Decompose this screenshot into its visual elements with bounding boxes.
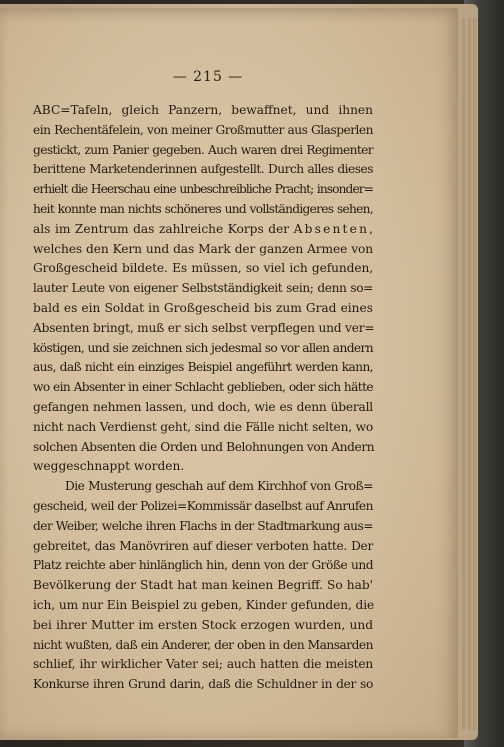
text-line: lauter Leute von eigener Selbstständigkeit sein; denn so= bbox=[33, 281, 373, 296]
page-edge-line bbox=[462, 18, 465, 730]
text-line: welches den Kern und das Mark der ganzen Armee von bbox=[33, 241, 373, 256]
text-segment: , bbox=[369, 221, 373, 236]
text-line: Absenten bringt, muß er sich selbst verpflegen und ver= bbox=[33, 320, 375, 335]
text-line: erhielt die Heerschau eine unbeschreibliche Pracht; insonder= bbox=[33, 182, 373, 197]
text-line: Konkurse ihren Grund darin, daß die Schuldner in der so bbox=[33, 677, 373, 692]
text-line: nicht wußten, daß ein Anderer, der oben in den Mansarden bbox=[33, 637, 373, 652]
text-line: solchen Absenten die Orden und Belohnungen von Andern bbox=[33, 439, 375, 454]
text-line: heit konnte man nichts schöneres und vollständigeres sehen, bbox=[33, 201, 373, 216]
text-line bbox=[33, 220, 373, 240]
text-line: berittene Marketenderinnen aufgestellt. Durch alles dieses bbox=[33, 162, 373, 177]
text-line: Die Musterung geschah auf dem Kirchhof von Groß= bbox=[65, 479, 373, 494]
text-line: Großgescheid bildete. Es müssen, so viel ich gefunden, bbox=[33, 261, 373, 276]
spaced-emphasis-word: Absenten bbox=[293, 221, 370, 236]
text-line: ein Rechentäfelein, von meiner Großmutter aus Glasperlen bbox=[33, 122, 373, 137]
text-line: Bevölkerung der Stadt hat man keinen Begriff. So hab' bbox=[33, 578, 373, 593]
page-number: — 215 — bbox=[172, 69, 244, 85]
text-line: gefangen nehmen lassen, und doch, wie es denn überall bbox=[33, 399, 373, 414]
text-line: bald es ein Soldat in Großgescheid bis zum Grad eines bbox=[33, 300, 373, 315]
text-segment: als im Zentrum das zahlreiche Korps der bbox=[33, 221, 294, 236]
text-line: gescheid, weil der Polizei=Kommissär daselbst auf Anrufen bbox=[33, 498, 373, 513]
text-line: ich, um nur Ein Beispiel zu geben, Kinder gefunden, die bbox=[33, 597, 375, 612]
text-line: ABC=Tafeln, gleich Panzern, bewaffnet, und ihnen bbox=[33, 103, 373, 117]
text-line: gebreitet, das Manövriren auf dieser verboten hatte. Der bbox=[33, 538, 373, 553]
book-page bbox=[0, 8, 458, 738]
text-line: aus, daß nicht ein einziges Beispiel angeführt werden kann, bbox=[33, 360, 373, 375]
body-text bbox=[33, 101, 373, 695]
text-line: köstigen, und sie zeichnen sich jedesmal so vor allen andern bbox=[33, 340, 373, 355]
page-edge-line bbox=[468, 18, 471, 730]
text-line: wo ein Absenter in einer Schlacht geblieben, oder sich hätte bbox=[33, 380, 373, 395]
text-line: bei ihrer Mutter im ersten Stock erzogen wurden, und bbox=[33, 617, 373, 632]
text-line: nicht nach Verdienst geht, sind die Fälle nicht selten, wo bbox=[33, 419, 373, 434]
text-line: weggeschnappt worden. bbox=[33, 459, 185, 474]
text-line: der Weiber, welche ihren Flachs in der Stadtmarkung aus= bbox=[33, 518, 373, 533]
text-line: Platz reichte aber hinlänglich hin, denn von der Größe und bbox=[33, 558, 373, 573]
text-line: gestickt, zum Panier gegeben. Auch waren drei Regimenter bbox=[33, 142, 373, 157]
text-line: schlief, ihr wirklicher Vater sei; auch hatten die meisten bbox=[33, 657, 373, 672]
page-edge-line bbox=[473, 18, 476, 730]
